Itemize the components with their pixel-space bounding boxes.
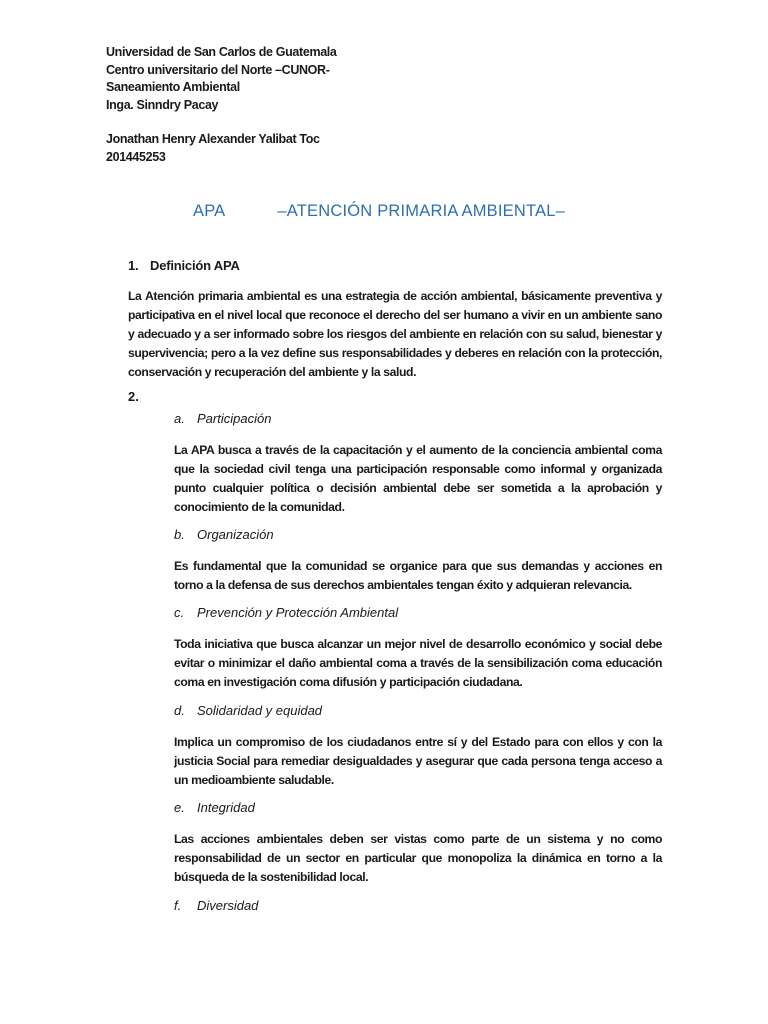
paragraph-organizacion: Es fundamental que la comunidad se organice para que sus demandas y acciones en torno a la defensa de sus derechos ambientales tengan éxito y adquieran relevancia. — [174, 559, 662, 593]
subheading-organizacion — [174, 527, 274, 542]
subheading-letter: b. — [174, 527, 185, 542]
paragraph-integridad: Las acciones ambientales deben ser vistas como parte de un sistema y no como responsabilidad de un sector en particular que monopoliza la dinámica en torno a la búsqueda de la sostenibilidad local. — [174, 832, 662, 885]
subheading-letter: e. — [174, 800, 185, 815]
document-title — [193, 202, 565, 221]
title-acronym: APA — [193, 202, 226, 220]
subheading-title: Integridad — [197, 800, 255, 815]
document-header — [106, 44, 337, 167]
title-full: –ATENCIÓN PRIMARIA AMBIENTAL– — [277, 202, 565, 220]
subheading-title: Solidaridad y equidad — [197, 703, 323, 718]
student-id: 201445253 — [106, 149, 166, 164]
subheading-title: Diversidad — [197, 898, 259, 913]
section-1-heading — [128, 258, 240, 273]
course-name: Saneamiento Ambiental — [106, 80, 240, 95]
paragraph-prevencion: Toda iniciativa que busca alcanzar un mejor nivel de desarrollo económico y social debe evitar o minimizar el daño ambiental coma a través de la sensibilización coma educación coma en investigación coma difusión y participación ciudadana. — [174, 637, 662, 690]
subheading-letter: f. — [174, 898, 182, 913]
instructor-name: Inga. Sinndry Pacay — [106, 97, 219, 112]
section-1-number: 1. — [128, 258, 139, 273]
paragraph-solidaridad: Implica un compromiso de los ciudadanos entre sí y del Estado para con ellos y con la justicia Social para remediar desigualdades y asegurar que cada persona tenga acceso a un medioambiente saludable. — [174, 735, 662, 788]
subheading-solidaridad — [174, 703, 322, 718]
university-name: Universidad de San Carlos de Guatemala — [106, 45, 337, 59]
subheading-letter: a. — [174, 411, 185, 426]
paragraph-participacion: La APA busca a través de la capacitación y el aumento de la conciencia ambiental coma que la sociedad civil tenga una participación responsable como informal y organizada punto cualquier política o decisión ambiental debe ser sometida a la aprobación y conocimiento de la comunidad. — [174, 443, 662, 515]
section-2-number: 2. — [128, 389, 139, 404]
section-1-title: Definición APA — [150, 258, 240, 273]
section-1-paragraph: La Atención primaria ambiental es una estrategia de acción ambiental, básicamente preventiva y participativa en el nivel local que reconoce el derecho del ser humano a vivir en un ambiente sano y adecuado y a ser informado sobre los riesgos del ambiente en relación con su salud, bienestar y supervivencia; pero a la vez define sus responsabilidades y deberes en relación con la protección, conservación y recuperación del ambiente y la salud. — [128, 289, 662, 380]
student-name: Jonathan Henry Alexander Yalibat Toc — [106, 132, 320, 147]
subheading-letter: c. — [174, 605, 185, 620]
subheading-diversidad — [174, 898, 258, 913]
subheading-prevencion — [174, 605, 398, 620]
center-name: Centro universitario del Norte –CUNOR- — [106, 62, 330, 77]
subheading-title: Organización — [197, 527, 274, 542]
subheading-participacion — [174, 411, 271, 426]
subheading-integridad — [174, 800, 255, 815]
subheading-letter: d. — [174, 703, 185, 718]
subheading-title: Participación — [197, 411, 272, 426]
subheading-title: Prevención y Protección Ambiental — [197, 605, 399, 620]
